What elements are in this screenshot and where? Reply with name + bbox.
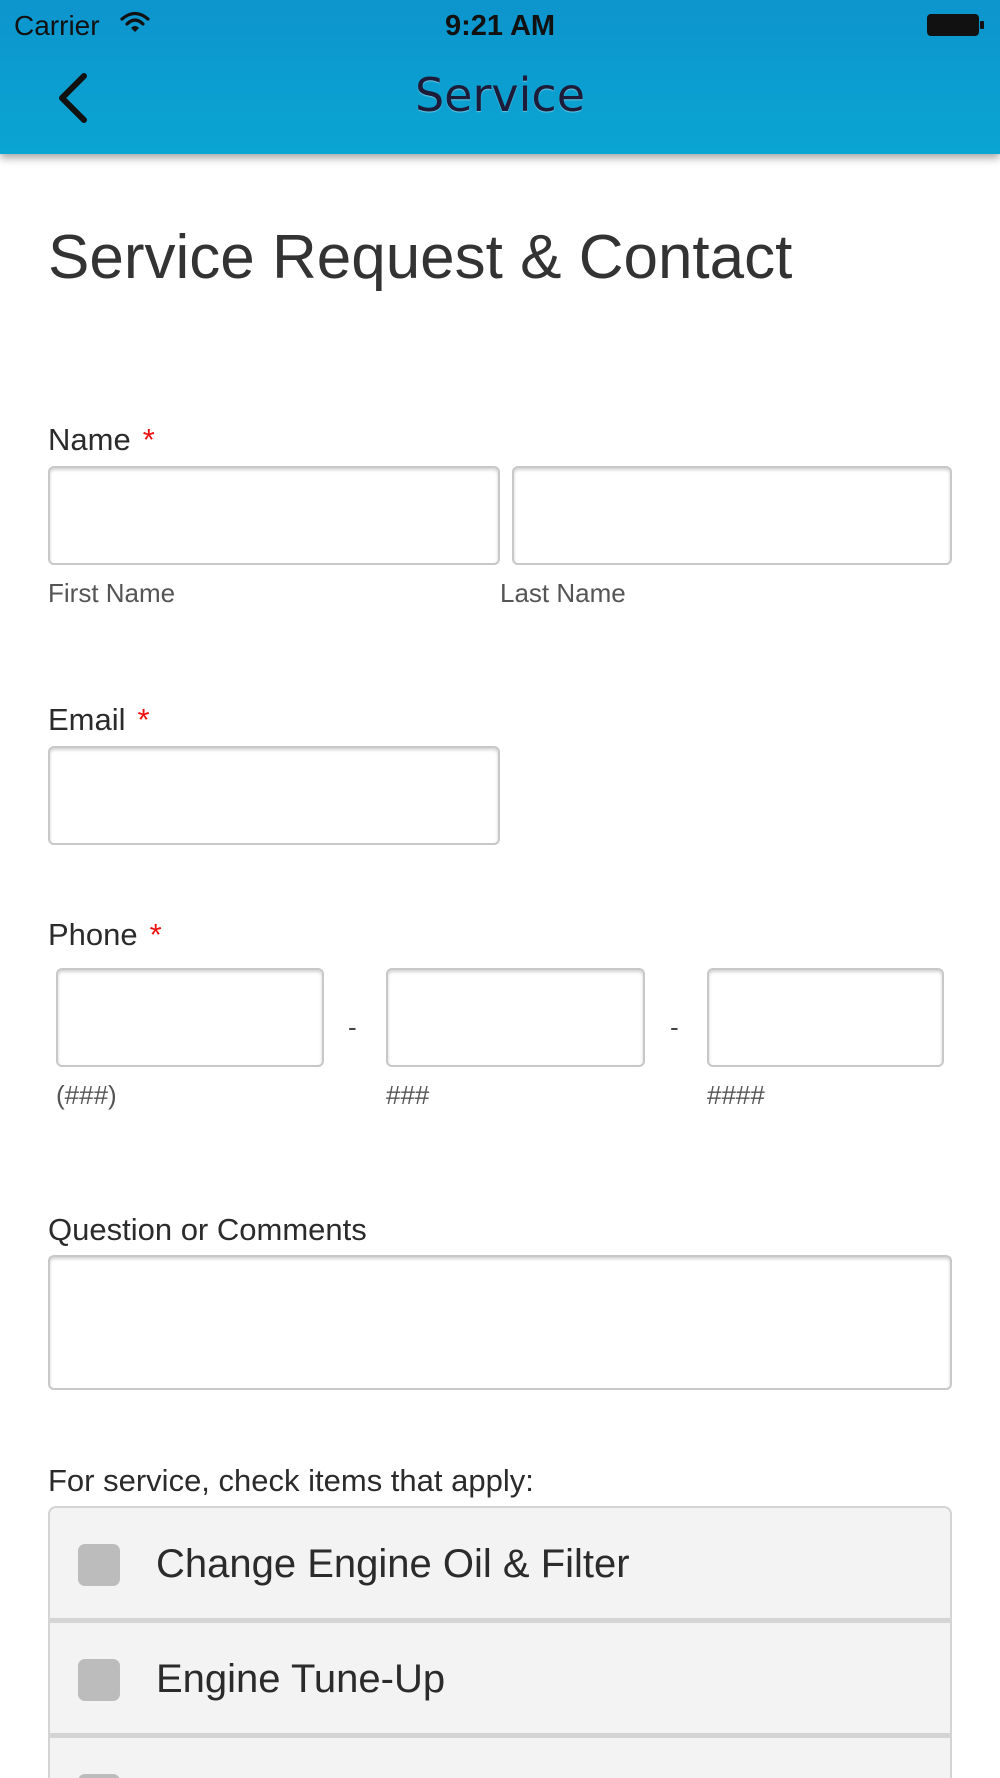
page-title: Service Request & Contact bbox=[48, 223, 793, 292]
phone-label bbox=[48, 917, 162, 953]
phone-separator: - bbox=[670, 1012, 679, 1042]
service-item-tune-up[interactable] bbox=[48, 1621, 952, 1736]
service-item-3[interactable] bbox=[48, 1736, 952, 1778]
last-name-sublabel: Last Name bbox=[500, 578, 626, 608]
email-label bbox=[48, 702, 150, 738]
phone-label-text: Phone bbox=[48, 917, 138, 952]
first-name-input[interactable] bbox=[48, 466, 500, 565]
comments-label: Question or Comments bbox=[48, 1212, 367, 1247]
required-mark: * bbox=[142, 422, 155, 457]
phone-separator: - bbox=[348, 1012, 357, 1042]
status-time: 9:21 AM bbox=[444, 10, 556, 42]
phone-line-sublabel: #### bbox=[707, 1080, 765, 1110]
email-input[interactable] bbox=[48, 746, 500, 845]
required-mark: * bbox=[149, 917, 162, 952]
last-name-input[interactable] bbox=[512, 466, 952, 565]
required-mark: * bbox=[137, 702, 150, 737]
first-name-sublabel: First Name bbox=[48, 578, 176, 608]
checkbox[interactable] bbox=[78, 1544, 120, 1586]
service-item-label: Change Engine Oil & Filter bbox=[156, 1542, 630, 1586]
battery-icon bbox=[926, 12, 986, 43]
checkbox[interactable] bbox=[78, 1659, 120, 1701]
app-header bbox=[0, 0, 1000, 154]
carrier-label: Carrier bbox=[14, 10, 100, 41]
name-label bbox=[48, 422, 155, 458]
phone-prefix-sublabel: ### bbox=[386, 1080, 430, 1110]
service-item-oil-filter[interactable] bbox=[48, 1506, 952, 1621]
phone-prefix-input[interactable] bbox=[386, 968, 645, 1067]
phone-area-sublabel: (###) bbox=[56, 1080, 117, 1110]
phone-area-input[interactable] bbox=[56, 968, 324, 1067]
checkbox[interactable] bbox=[78, 1774, 120, 1778]
comments-textarea[interactable] bbox=[48, 1255, 952, 1390]
email-label-text: Email bbox=[48, 702, 126, 737]
phone-line-input[interactable] bbox=[707, 968, 944, 1067]
service-checklist bbox=[48, 1506, 952, 1778]
name-label-text: Name bbox=[48, 422, 131, 457]
status-bar bbox=[0, 0, 1000, 50]
nav-title: Service bbox=[414, 68, 585, 122]
service-prompt: For service, check items that apply: bbox=[48, 1463, 534, 1498]
service-item-label: Engine Tune-Up bbox=[156, 1657, 446, 1701]
